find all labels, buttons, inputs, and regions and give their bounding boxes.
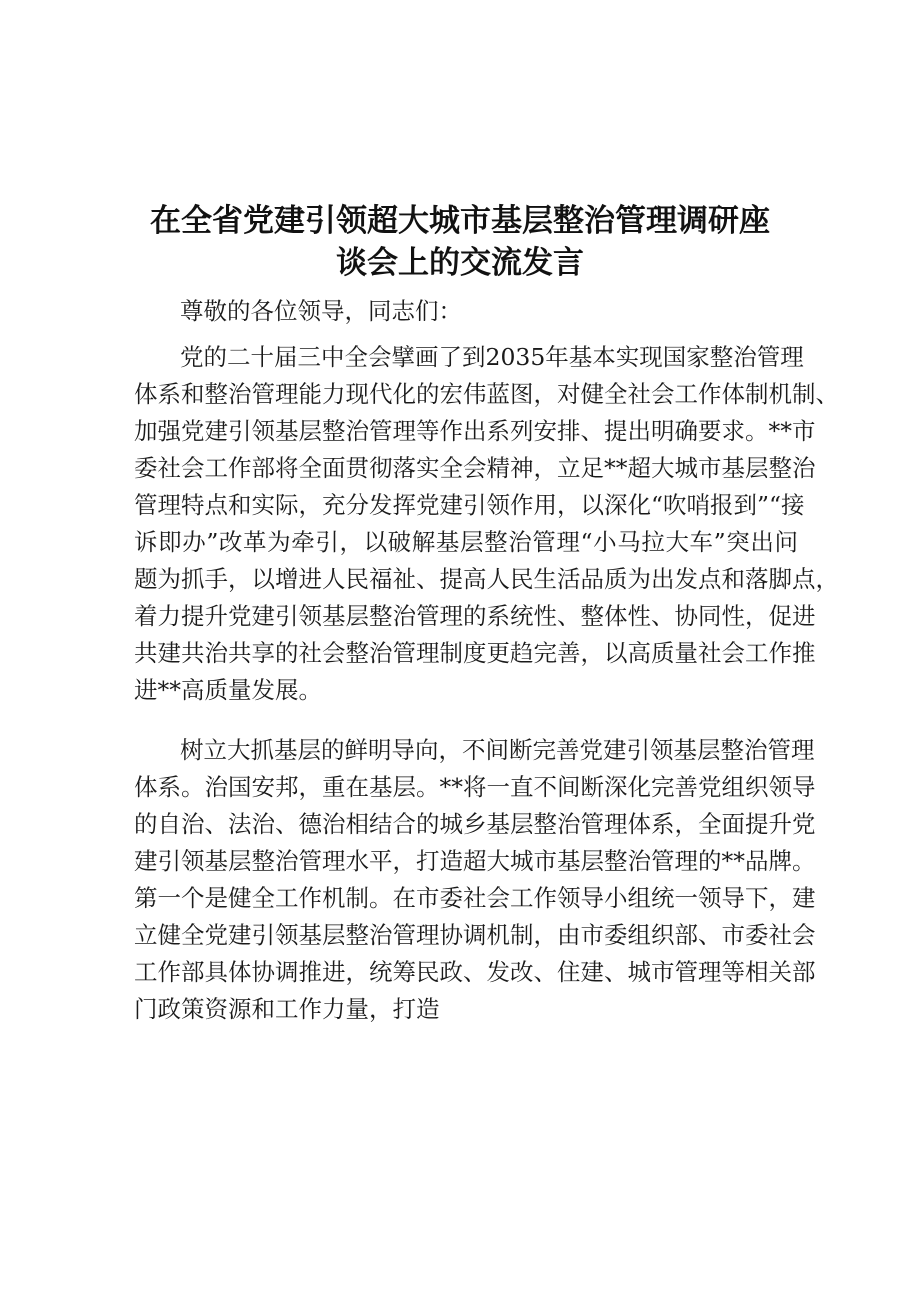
paragraph-1-line: 党的二十届三中全会擘画了到2035年基本实现国家整治管理 xyxy=(180,343,804,371)
paragraph-2-line: 工作部具体协调推进，统筹民政、发改、住建、城市管理等相关部 xyxy=(134,958,816,986)
paragraph-1-line: 管理特点和实际，充分发挥党建引领作用，以深化“吹哨报到”“接 xyxy=(134,491,805,519)
paragraph-1-line: 委社会工作部将全面贯彻落实全会精神，立足**超大城市基层整治 xyxy=(134,454,816,482)
document-title-line-1: 在全省党建引领超大城市基层整治管理调研座 xyxy=(150,203,770,239)
paragraph-1-line: 加强党建引领基层整治管理等作出系列安排、提出明确要求。**市 xyxy=(134,417,816,445)
paragraph-2-line: 树立大抓基层的鲜明导向，不间断完善党建引领基层整治管理 xyxy=(180,736,815,764)
paragraph-2-line: 建引领基层整治管理水平，打造超大城市基层整治管理的**品牌。 xyxy=(134,847,816,875)
salutation: 尊敬的各位领导，同志们： xyxy=(180,297,462,325)
document-title-line-2: 谈会上的交流发言 xyxy=(336,245,584,281)
paragraph-1-line: 着力提升党建引领基层整治管理的系统性、整体性、协同性，促进 xyxy=(134,602,816,630)
paragraph-1-line: 诉即办”改革为牵引，以破解基层整治管理“小马拉大车”突出问 xyxy=(134,528,798,556)
paragraph-2-line: 立健全党建引领基层整治管理协调机制，由市委组织部、市委社会 xyxy=(134,921,816,949)
paragraph-1-line: 共建共治共享的社会整治管理制度更趋完善，以高质量社会工作推 xyxy=(134,639,816,667)
paragraph-1-line: 题为抓手，以增进人民福祉、提高人民生活品质为出发点和落脚点， xyxy=(134,565,839,593)
paragraph-2-line: 门政策资源和工作力量，打造 xyxy=(134,995,440,1023)
paragraph-1-line: 进**高质量发展。 xyxy=(134,676,322,704)
paragraph-2-line: 第一个是健全工作机制。在市委社会工作领导小组统一领导下，建 xyxy=(134,884,816,912)
paragraph-2-line: 的自治、法治、德治相结合的城乡基层整治管理体系，全面提升党 xyxy=(134,810,816,838)
paragraph-2-line: 体系。治国安邦，重在基层。**将一直不间断深化完善党组织领导 xyxy=(134,773,816,801)
paragraph-1-line: 体系和整治管理能力现代化的宏伟蓝图，对健全社会工作体制机制、 xyxy=(134,380,839,408)
